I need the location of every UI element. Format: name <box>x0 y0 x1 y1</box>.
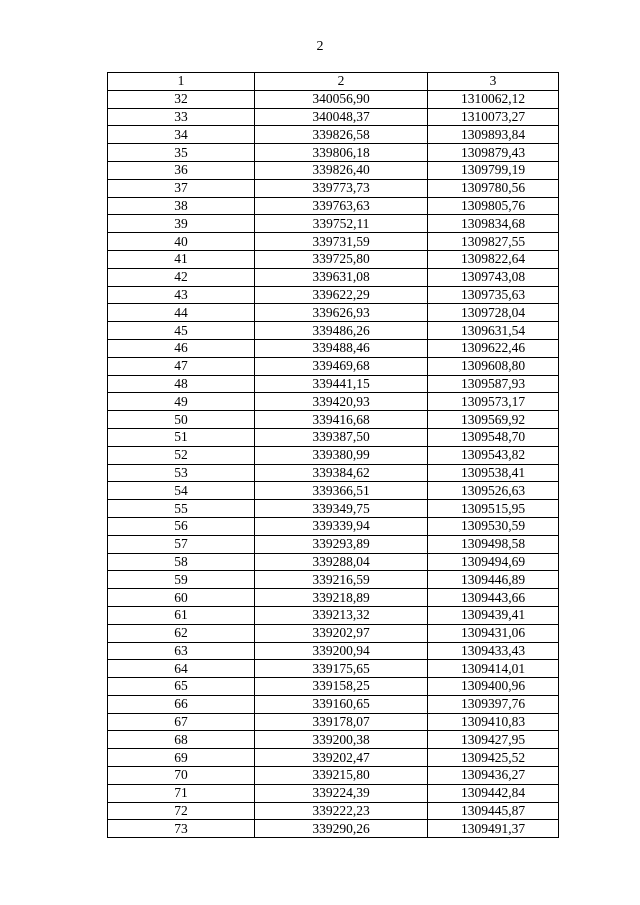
x-coordinate-cell: 339216,59 <box>255 571 428 589</box>
y-coordinate-cell: 1310062,12 <box>428 90 559 108</box>
y-coordinate-cell: 1309799,19 <box>428 161 559 179</box>
x-coordinate-cell: 339160,65 <box>255 695 428 713</box>
point-number-cell: 33 <box>108 108 255 126</box>
table-body <box>108 90 559 837</box>
y-coordinate-cell: 1309433,43 <box>428 642 559 660</box>
x-coordinate-cell: 339200,94 <box>255 642 428 660</box>
point-number-cell: 50 <box>108 411 255 429</box>
y-coordinate-cell: 1309414,01 <box>428 660 559 678</box>
table-row <box>108 250 559 268</box>
point-number-cell: 40 <box>108 233 255 251</box>
x-coordinate-cell: 339158,25 <box>255 678 428 696</box>
table-row <box>108 411 559 429</box>
point-number-cell: 34 <box>108 126 255 144</box>
point-number-cell: 63 <box>108 642 255 660</box>
table-row <box>108 535 559 553</box>
x-coordinate-cell: 339486,26 <box>255 322 428 340</box>
x-coordinate-cell: 339441,15 <box>255 375 428 393</box>
y-coordinate-cell: 1309431,06 <box>428 624 559 642</box>
point-number-cell: 54 <box>108 482 255 500</box>
y-coordinate-cell: 1309439,41 <box>428 606 559 624</box>
point-number-cell: 56 <box>108 517 255 535</box>
point-number-cell: 64 <box>108 660 255 678</box>
column-header-2: 2 <box>255 73 428 91</box>
point-number-cell: 36 <box>108 161 255 179</box>
point-number-cell: 35 <box>108 144 255 162</box>
point-number-cell: 38 <box>108 197 255 215</box>
x-coordinate-cell: 339380,99 <box>255 446 428 464</box>
x-coordinate-cell: 339631,08 <box>255 268 428 286</box>
point-number-cell: 71 <box>108 784 255 802</box>
table-row <box>108 126 559 144</box>
y-coordinate-cell: 1309446,89 <box>428 571 559 589</box>
x-coordinate-cell: 339752,11 <box>255 215 428 233</box>
point-number-cell: 69 <box>108 749 255 767</box>
table-row <box>108 322 559 340</box>
x-coordinate-cell: 339175,65 <box>255 660 428 678</box>
y-coordinate-cell: 1309543,82 <box>428 446 559 464</box>
point-number-cell: 45 <box>108 322 255 340</box>
y-coordinate-cell: 1309893,84 <box>428 126 559 144</box>
x-coordinate-cell: 339339,94 <box>255 517 428 535</box>
table-row <box>108 179 559 197</box>
table-row <box>108 108 559 126</box>
point-number-cell: 41 <box>108 250 255 268</box>
x-coordinate-cell: 339200,38 <box>255 731 428 749</box>
table-row <box>108 713 559 731</box>
table-row <box>108 695 559 713</box>
point-number-cell: 68 <box>108 731 255 749</box>
point-number-cell: 42 <box>108 268 255 286</box>
x-coordinate-cell: 339178,07 <box>255 713 428 731</box>
table-row <box>108 197 559 215</box>
y-coordinate-cell: 1309443,66 <box>428 589 559 607</box>
x-coordinate-cell: 339224,39 <box>255 784 428 802</box>
x-coordinate-cell: 339420,93 <box>255 393 428 411</box>
y-coordinate-cell: 1309530,59 <box>428 517 559 535</box>
point-number-cell: 60 <box>108 589 255 607</box>
point-number-cell: 57 <box>108 535 255 553</box>
y-coordinate-cell: 1309743,08 <box>428 268 559 286</box>
y-coordinate-cell: 1309442,84 <box>428 784 559 802</box>
point-number-cell: 46 <box>108 339 255 357</box>
table-row <box>108 268 559 286</box>
table-row <box>108 144 559 162</box>
column-header-1: 1 <box>108 73 255 91</box>
point-number-cell: 55 <box>108 500 255 518</box>
point-number-cell: 48 <box>108 375 255 393</box>
point-number-cell: 39 <box>108 215 255 233</box>
coordinates-table <box>107 72 559 838</box>
table-row <box>108 482 559 500</box>
table-row <box>108 802 559 820</box>
column-header-3: 3 <box>428 73 559 91</box>
x-coordinate-cell: 339222,23 <box>255 802 428 820</box>
y-coordinate-cell: 1309780,56 <box>428 179 559 197</box>
table-row <box>108 428 559 446</box>
y-coordinate-cell: 1309622,46 <box>428 339 559 357</box>
y-coordinate-cell: 1309491,37 <box>428 820 559 838</box>
x-coordinate-cell: 339290,26 <box>255 820 428 838</box>
x-coordinate-cell: 339349,75 <box>255 500 428 518</box>
y-coordinate-cell: 1309526,63 <box>428 482 559 500</box>
y-coordinate-cell: 1309397,76 <box>428 695 559 713</box>
point-number-cell: 53 <box>108 464 255 482</box>
table-row <box>108 446 559 464</box>
table-row <box>108 286 559 304</box>
page-number: 2 <box>316 39 324 54</box>
point-number-cell: 67 <box>108 713 255 731</box>
header-row <box>108 73 559 91</box>
x-coordinate-cell: 339366,51 <box>255 482 428 500</box>
table-row <box>108 660 559 678</box>
y-coordinate-cell: 1309410,83 <box>428 713 559 731</box>
table-row <box>108 215 559 233</box>
y-coordinate-cell: 1309538,41 <box>428 464 559 482</box>
point-number-cell: 44 <box>108 304 255 322</box>
table-row <box>108 820 559 838</box>
point-number-cell: 52 <box>108 446 255 464</box>
y-coordinate-cell: 1309548,70 <box>428 428 559 446</box>
point-number-cell: 62 <box>108 624 255 642</box>
y-coordinate-cell: 1309569,92 <box>428 411 559 429</box>
point-number-cell: 58 <box>108 553 255 571</box>
table-row <box>108 517 559 535</box>
y-coordinate-cell: 1310073,27 <box>428 108 559 126</box>
point-number-cell: 65 <box>108 678 255 696</box>
y-coordinate-cell: 1309827,55 <box>428 233 559 251</box>
x-coordinate-cell: 340056,90 <box>255 90 428 108</box>
x-coordinate-cell: 339806,18 <box>255 144 428 162</box>
x-coordinate-cell: 339488,46 <box>255 339 428 357</box>
y-coordinate-cell: 1309805,76 <box>428 197 559 215</box>
x-coordinate-cell: 339202,97 <box>255 624 428 642</box>
table-row <box>108 393 559 411</box>
table-row <box>108 731 559 749</box>
y-coordinate-cell: 1309822,64 <box>428 250 559 268</box>
table-row <box>108 90 559 108</box>
point-number-cell: 47 <box>108 357 255 375</box>
point-number-cell: 72 <box>108 802 255 820</box>
table-row <box>108 784 559 802</box>
y-coordinate-cell: 1309573,17 <box>428 393 559 411</box>
y-coordinate-cell: 1309494,69 <box>428 553 559 571</box>
table-row <box>108 375 559 393</box>
x-coordinate-cell: 339384,62 <box>255 464 428 482</box>
point-number-cell: 43 <box>108 286 255 304</box>
y-coordinate-cell: 1309631,54 <box>428 322 559 340</box>
y-coordinate-cell: 1309879,43 <box>428 144 559 162</box>
y-coordinate-cell: 1309436,27 <box>428 767 559 785</box>
x-coordinate-cell: 339826,40 <box>255 161 428 179</box>
point-number-cell: 61 <box>108 606 255 624</box>
y-coordinate-cell: 1309735,63 <box>428 286 559 304</box>
table-row <box>108 606 559 624</box>
x-coordinate-cell: 339725,80 <box>255 250 428 268</box>
table-row <box>108 339 559 357</box>
x-coordinate-cell: 340048,37 <box>255 108 428 126</box>
x-coordinate-cell: 339622,29 <box>255 286 428 304</box>
x-coordinate-cell: 339773,73 <box>255 179 428 197</box>
point-number-cell: 73 <box>108 820 255 838</box>
x-coordinate-cell: 339218,89 <box>255 589 428 607</box>
table-row <box>108 553 559 571</box>
point-number-cell: 49 <box>108 393 255 411</box>
point-number-cell: 51 <box>108 428 255 446</box>
x-coordinate-cell: 339215,80 <box>255 767 428 785</box>
y-coordinate-cell: 1309400,96 <box>428 678 559 696</box>
x-coordinate-cell: 339288,04 <box>255 553 428 571</box>
x-coordinate-cell: 339731,59 <box>255 233 428 251</box>
x-coordinate-cell: 339202,47 <box>255 749 428 767</box>
y-coordinate-cell: 1309445,87 <box>428 802 559 820</box>
point-number-cell: 59 <box>108 571 255 589</box>
point-number-cell: 32 <box>108 90 255 108</box>
x-coordinate-cell: 339826,58 <box>255 126 428 144</box>
y-coordinate-cell: 1309608,80 <box>428 357 559 375</box>
y-coordinate-cell: 1309834,68 <box>428 215 559 233</box>
x-coordinate-cell: 339469,68 <box>255 357 428 375</box>
table-row <box>108 767 559 785</box>
table-row <box>108 642 559 660</box>
table-row <box>108 624 559 642</box>
table-row <box>108 500 559 518</box>
table-row <box>108 304 559 322</box>
x-coordinate-cell: 339293,89 <box>255 535 428 553</box>
x-coordinate-cell: 339763,63 <box>255 197 428 215</box>
y-coordinate-cell: 1309425,52 <box>428 749 559 767</box>
point-number-cell: 66 <box>108 695 255 713</box>
table-row <box>108 571 559 589</box>
y-coordinate-cell: 1309587,93 <box>428 375 559 393</box>
table-row <box>108 357 559 375</box>
table-header <box>108 73 559 91</box>
table-row <box>108 749 559 767</box>
table-row <box>108 233 559 251</box>
table-row <box>108 589 559 607</box>
y-coordinate-cell: 1309427,95 <box>428 731 559 749</box>
point-number-cell: 70 <box>108 767 255 785</box>
y-coordinate-cell: 1309515,95 <box>428 500 559 518</box>
table-row <box>108 464 559 482</box>
x-coordinate-cell: 339387,50 <box>255 428 428 446</box>
x-coordinate-cell: 339626,93 <box>255 304 428 322</box>
y-coordinate-cell: 1309498,58 <box>428 535 559 553</box>
table-row <box>108 678 559 696</box>
table-row <box>108 161 559 179</box>
y-coordinate-cell: 1309728,04 <box>428 304 559 322</box>
x-coordinate-cell: 339416,68 <box>255 411 428 429</box>
x-coordinate-cell: 339213,32 <box>255 606 428 624</box>
point-number-cell: 37 <box>108 179 255 197</box>
